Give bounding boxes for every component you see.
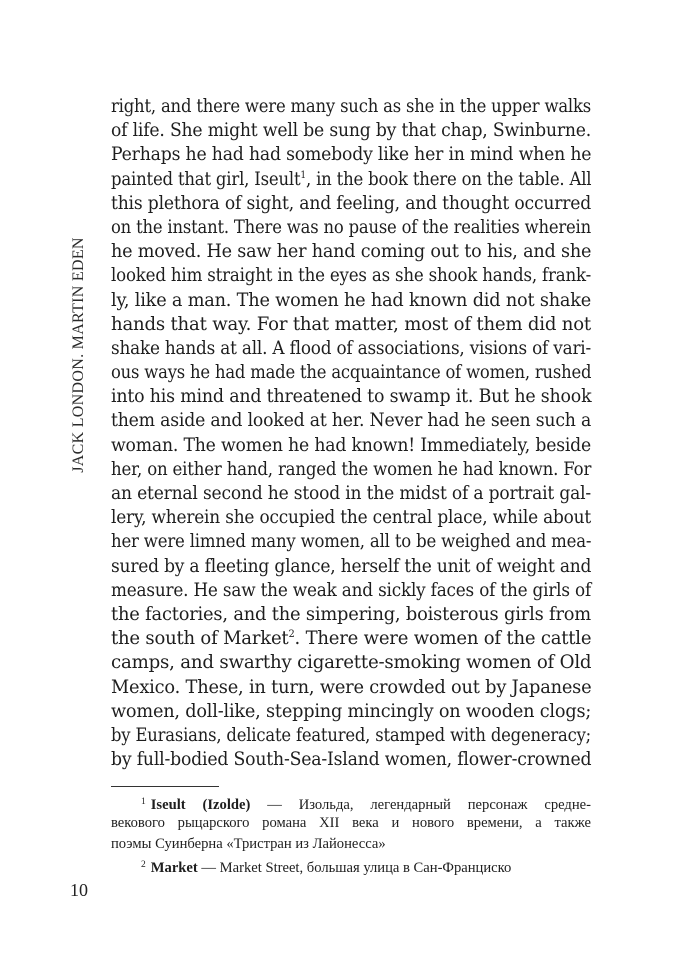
footnote-ref: 2 — [288, 629, 295, 641]
text-line: into his mind and threatened to swamp it. But he shook — [111, 386, 592, 408]
text-line: women, doll-like, stepping mincingly on wooden clogs; — [111, 700, 592, 722]
footnote-line: поэмы Суинберна «Тристран из Лайонесса» — [111, 836, 386, 852]
text-line: the south of Market$^2$. There were women of the cattle — [111, 628, 592, 650]
footnote-term: Iseult (Izolde) — [150, 797, 251, 813]
text-line: painted that girl, Iseult$^1$, in the book there on the table. All — [111, 168, 592, 190]
running-head: JACK LONDON. MARTIN EDEN — [70, 237, 87, 473]
text-line: on the instant. There was no pause of the realities wherein — [111, 216, 591, 238]
text-line: hands that way. For that matter, most of them did not — [111, 313, 591, 335]
footnote-line: $^1$ Iseult (Izolde) — Изольда, легендарный персонаж средне- — [141, 797, 591, 813]
text-line: this plethora of sight, and feeling, and thought occurred — [111, 192, 591, 214]
text-line: woman. The women he had known! Immediately, beside — [111, 434, 591, 456]
footnote-number: 2 — [141, 860, 146, 870]
text-line: sured by a fleeting glance, herself the unit of weight and — [111, 555, 592, 577]
text-line: by Eurasians, delicate featured, stamped with degeneracy; — [111, 724, 591, 746]
text-line: of life. She might well be sung by that chap, Swinburne. — [111, 120, 591, 142]
text-line: he moved. He saw her hand coming out to his, and she — [111, 241, 592, 263]
footnote-line: векового рыцарского романа XII века и нового времени, а также — [111, 815, 591, 831]
body-text — [111, 95, 591, 772]
footnote-line: $^2$ Market — Market Street, большая улица в Сан-Франциско — [141, 860, 512, 876]
text-line: by full-bodied South-Sea-Island women, flower-crowned — [111, 749, 592, 771]
text-line: Mexico. These, in turn, were crowded out by Japanese — [111, 676, 592, 698]
text-line: an eternal second he stood in the midst of a portrait gal- — [111, 483, 591, 504]
text-line: them aside and looked at her. Never had he seen such a — [111, 410, 592, 432]
text-line: her, on either hand, ranged the women he had known. For — [111, 458, 592, 480]
text-line: the factories, and the simpering, boisterous girls from — [111, 603, 591, 625]
text-line: measure. He saw the weak and sickly faces of the girls of — [111, 579, 591, 601]
text-line: her were limned many women, all to be weighed and mea- — [111, 531, 592, 553]
footnote-term: Market — [150, 860, 198, 876]
text-line: ous ways he had made the acquaintance of women, rushed — [111, 362, 592, 384]
text-line: lery, wherein she occupied the central place, while about — [111, 507, 591, 529]
footnote-rule — [111, 786, 219, 787]
footnotes — [111, 792, 591, 876]
text-line: shake hands at all. A flood of associations, visions of vari- — [111, 337, 591, 359]
text-line: looked him straight in the eyes as she shook hands, frank- — [111, 265, 592, 287]
text-line: Perhaps he had had somebody like her in mind when he — [111, 144, 592, 166]
page-number: 10 — [70, 880, 88, 900]
footnote-ref: 1 — [300, 169, 306, 181]
text-line: ly, like a man. The women he had known did not shake — [111, 289, 591, 311]
footnote-number: 1 — [141, 797, 146, 807]
text-line: right, and there were many such as she in the upper walks — [111, 96, 591, 117]
text-line: camps, and swarthy cigarette-smoking women of Old — [111, 652, 592, 674]
